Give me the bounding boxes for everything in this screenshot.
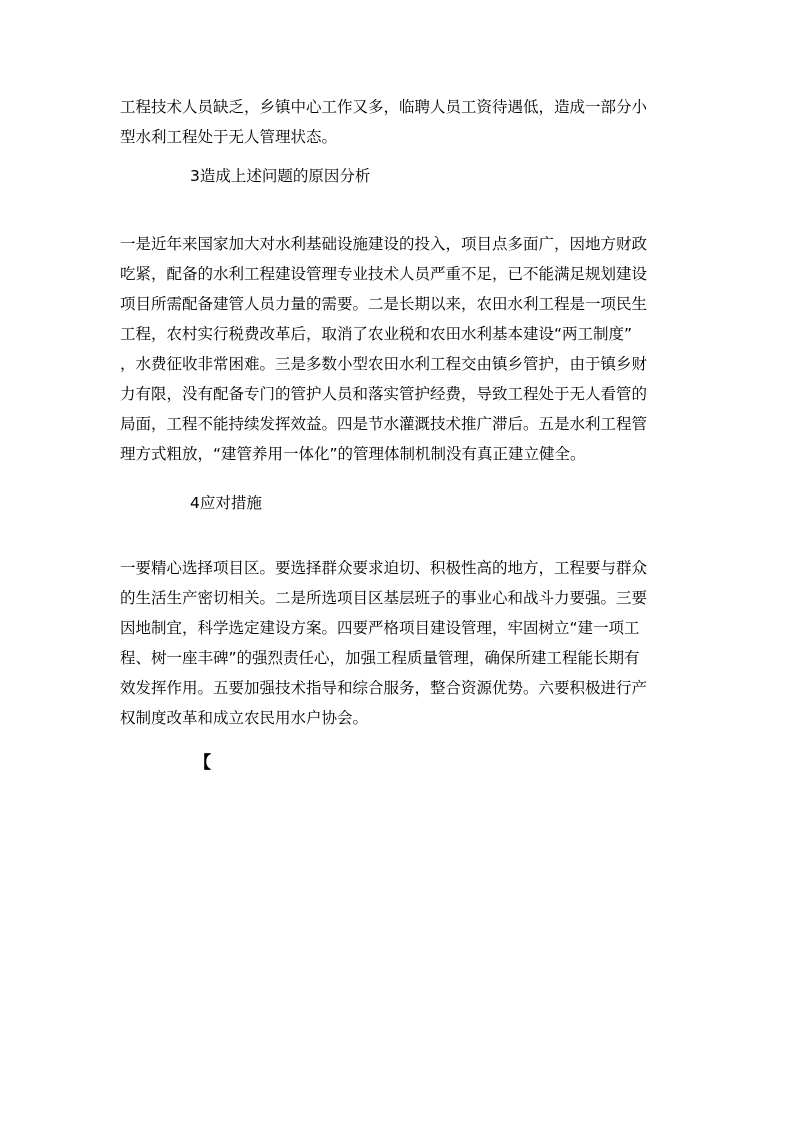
paragraph-3-line-3: 因地制宜，科学选定建设方案。四要严格项目建设管理，牢固树立“建一项工	[120, 619, 640, 637]
paragraph-2-line-5: ，水费征收非常困难。三是多数小型农田水利工程交由镇乡管护，由于镇乡财	[120, 355, 648, 373]
paragraph-2-line-2: 吃紧，配备的水利工程建设管理专业技术人员严重不足，已不能满足规划建设	[120, 265, 648, 283]
paragraph-3-line-6: 权制度改革和成立农民用水户协会。	[120, 709, 369, 727]
paragraph-1-line-1: 工程技术人员缺乏，乡镇中心工作又多，临聘人员工资待遇低，造成一部分小	[120, 98, 648, 116]
paragraph-3-line-1: 一要精心选择项目区。要选择群众要求迫切、积极性高的地方，工程要与群众	[120, 559, 648, 577]
paragraph-1-line-2: 型水利工程处于无人管理状态。	[120, 128, 338, 146]
paragraph-2-line-8: 理方式粗放，“建管养用一体化”的管理体制机制没有真正建立健全。	[120, 445, 586, 463]
paragraph-2-line-3: 项目所需配备建管人员力量的需要。二是长期以来，农田水利工程是一项民生	[120, 295, 648, 313]
paragraph-2-line-1: 一是近年来国家加大对水利基础设施建设的投入，项目点多面广，因地方财政	[120, 235, 648, 253]
paragraph-2-line-6: 力有限，没有配备专门的管护人员和落实管护经费，导致工程处于无人看管的	[120, 385, 648, 403]
section-heading-4: 4应对措施	[190, 494, 262, 512]
paragraph-3-line-5: 效发挥作用。五要加强技术指导和综合服务，整合资源优势。六要积极进行产	[120, 679, 648, 697]
paragraph-3-line-4: 程、树一座丰碑”的强烈责任心，加强工程质量管理，确保所建工程能长期有	[120, 649, 640, 667]
paragraph-2-line-7: 局面，工程不能持续发挥效益。四是节水灌溉技术推广滞后。五是水利工程管	[120, 415, 648, 433]
paragraph-2-line-4: 工程，农村实行税费改革后，取消了农业税和农田水利基本建设“两工制度”	[120, 325, 633, 343]
section-heading-3: 3造成上述问题的原因分析	[190, 167, 371, 185]
bracket-mark: 【	[194, 753, 211, 773]
paragraph-3-line-2: 的生活生产密切相关。二是所选项目区基层班子的事业心和战斗力要强。三要	[120, 589, 648, 607]
